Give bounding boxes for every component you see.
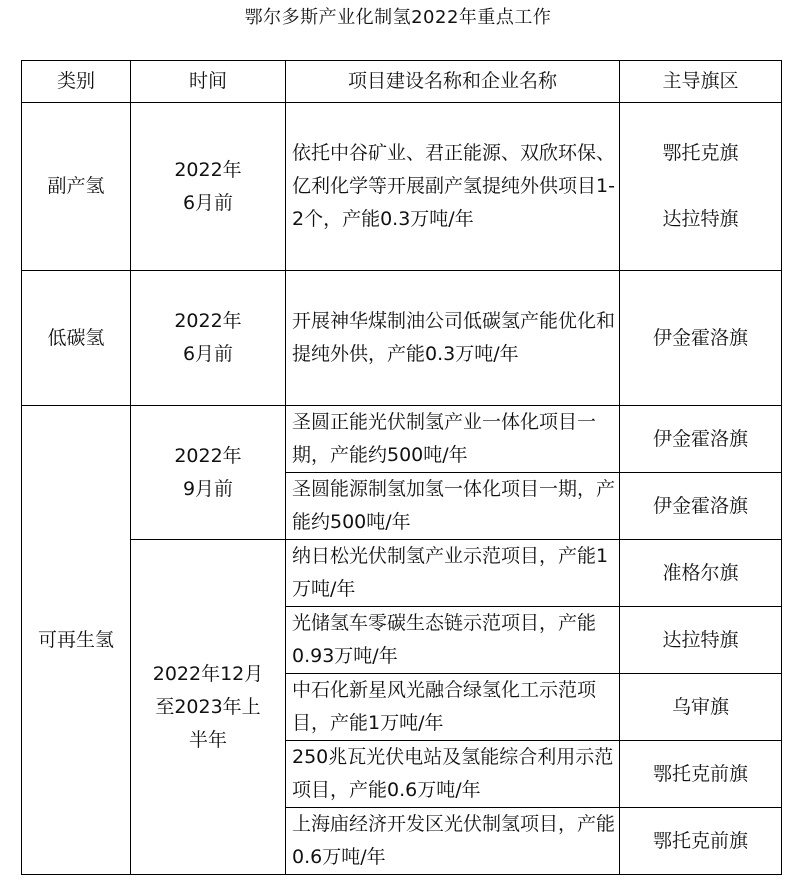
region-cell: 伊金霍洛旗 bbox=[620, 473, 782, 540]
table-row bbox=[22, 103, 782, 271]
category-cell: 低碳氢 bbox=[22, 271, 131, 406]
time-cell bbox=[131, 540, 286, 875]
time-line: 6月前 bbox=[182, 191, 234, 214]
table-row bbox=[22, 540, 782, 607]
header-time: 时间 bbox=[131, 61, 286, 103]
time-line: 半年 bbox=[188, 728, 227, 751]
time-cell bbox=[131, 103, 286, 271]
project-cell: 圣圆正能光伏制氢产业一体化项目一期，产能约500吨/年 bbox=[286, 406, 620, 473]
time-line: 2022年 bbox=[174, 158, 242, 181]
time-line: 2022年 bbox=[174, 444, 242, 467]
time-line: 2022年12月 bbox=[152, 662, 264, 685]
region-cell: 伊金霍洛旗 bbox=[620, 406, 782, 473]
time-line: 2022年 bbox=[174, 310, 242, 332]
region-cell: 伊金霍洛旗 bbox=[620, 271, 782, 406]
time-cell bbox=[131, 271, 286, 406]
header-category: 类别 bbox=[22, 61, 131, 103]
time-line: 至2023年上 bbox=[155, 695, 261, 718]
project-cell: 光储氢车零碳生态链示范项目，产能0.93万吨/年 bbox=[286, 607, 620, 674]
region-cell: 鄂托克前旗 bbox=[620, 808, 782, 875]
region-cell: 乌审旗 bbox=[620, 674, 782, 741]
region-line: 达拉特旗 bbox=[662, 208, 739, 230]
category-cell: 副产氢 bbox=[22, 103, 131, 271]
region-cell: 鄂托克前旗 bbox=[620, 741, 782, 808]
table-header-row bbox=[22, 61, 782, 103]
table-row bbox=[22, 271, 782, 406]
time-line: 6月前 bbox=[182, 343, 234, 365]
region-cell: 达拉特旗 bbox=[620, 607, 782, 674]
region-line: 鄂托克旗 bbox=[662, 142, 739, 164]
key-work-table bbox=[21, 60, 782, 875]
table-row bbox=[22, 406, 782, 473]
project-cell: 圣圆能源制氢加氢一体化项目一期，产能约500吨/年 bbox=[286, 473, 620, 540]
header-region: 主导旗区 bbox=[620, 61, 782, 103]
category-cell: 可再生氢 bbox=[22, 406, 131, 875]
time-line: 9月前 bbox=[182, 477, 234, 500]
project-cell: 250兆瓦光伏电站及氢能综合利用示范项目，产能0.6万吨/年 bbox=[286, 741, 620, 808]
project-cell: 依托中谷矿业、君正能源、双欣环保、亿利化学等开展副产氢提纯外供项目1-2个，产能0.3万吨/年 bbox=[286, 103, 620, 271]
region-cell bbox=[620, 103, 782, 271]
header-project: 项目建设名称和企业名称 bbox=[286, 61, 620, 103]
project-cell: 上海庙经济开发区光伏制氢项目，产能0.6万吨/年 bbox=[286, 808, 620, 875]
page-title: 鄂尔多斯产业化制氢2022年重点工作 bbox=[244, 7, 552, 28]
time-cell bbox=[131, 406, 286, 540]
region-cell: 准格尔旗 bbox=[620, 540, 782, 607]
project-cell: 开展神华煤制油公司低碳氢产能优化和提纯外供，产能0.3万吨/年 bbox=[286, 271, 620, 406]
project-cell: 纳日松光伏制氢产业示范项目，产能1万吨/年 bbox=[286, 540, 620, 607]
project-cell: 中石化新星风光融合绿氢化工示范项目，产能1万吨/年 bbox=[286, 674, 620, 741]
